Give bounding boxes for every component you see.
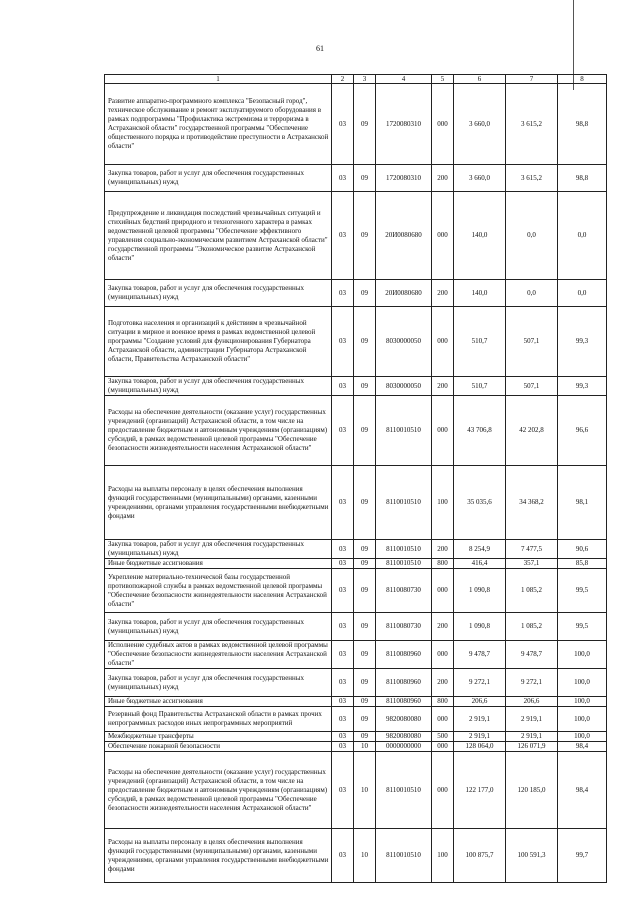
row-name-cell: Развитие аппаратно-программного комплекса "Безопасный город", техническое обслуживание и ремонт эксплуатируемого оборудования в рамках подпрограммы "Профилактика экстремизма и терроризма в Астраханской области" государственной программы "Обеспечение общественного порядка и противодействие преступности в Астраханской области" bbox=[105, 84, 332, 165]
row-name-cell: Иные бюджетные ассигнования bbox=[105, 559, 332, 569]
row-fact-cell: 126 071,9 bbox=[506, 742, 558, 752]
row-fact-cell: 42 202,8 bbox=[506, 396, 558, 466]
row-pct-cell: 100,0 bbox=[558, 641, 607, 669]
row-pct-cell: 98,1 bbox=[558, 466, 607, 540]
row-pr-cell: 09 bbox=[354, 540, 376, 559]
row-pct-cell: 98,4 bbox=[558, 752, 607, 829]
row-plan-cell: 416,4 bbox=[454, 559, 506, 569]
row-plan-cell: 122 177,0 bbox=[454, 752, 506, 829]
row-fact-cell: 0,0 bbox=[506, 192, 558, 280]
row-rz-cell: 03 bbox=[332, 377, 354, 396]
row-plan-cell: 1 090,8 bbox=[454, 613, 506, 641]
row-rz-cell: 03 bbox=[332, 559, 354, 569]
row-rz-cell: 03 bbox=[332, 466, 354, 540]
table-row bbox=[105, 752, 607, 829]
row-fact-cell: 3 615,2 bbox=[506, 84, 558, 165]
row-plan-cell: 2 919,1 bbox=[454, 707, 506, 732]
row-rz-cell: 03 bbox=[332, 280, 354, 307]
row-fact-cell: 357,1 bbox=[506, 559, 558, 569]
row-plan-cell: 9 478,7 bbox=[454, 641, 506, 669]
row-fact-cell: 507,1 bbox=[506, 377, 558, 396]
table-row bbox=[105, 707, 607, 732]
row-pr-cell: 09 bbox=[354, 569, 376, 613]
row-pct-cell: 100,0 bbox=[558, 707, 607, 732]
row-name-cell: Иные бюджетные ассигнования bbox=[105, 697, 332, 707]
row-pct-cell: 85,8 bbox=[558, 559, 607, 569]
row-fact-cell: 9 272,1 bbox=[506, 669, 558, 697]
row-vr-cell: 000 bbox=[432, 569, 454, 613]
header-cell: 2 bbox=[332, 75, 354, 84]
row-vr-cell: 200 bbox=[432, 377, 454, 396]
row-vr-cell: 000 bbox=[432, 742, 454, 752]
row-csr-cell: 8110080730 bbox=[376, 613, 432, 641]
row-vr-cell: 200 bbox=[432, 165, 454, 192]
row-name-cell: Укрепление материально-технической базы государственной противопожарной службы в рамках ведомственной целевой программы "Обеспечение безопасности жизнедеятельности населения Астраханской области" bbox=[105, 569, 332, 613]
row-vr-cell: 500 bbox=[432, 732, 454, 742]
row-plan-cell: 2 919,1 bbox=[454, 732, 506, 742]
row-pr-cell: 09 bbox=[354, 466, 376, 540]
row-rz-cell: 03 bbox=[332, 84, 354, 165]
row-pr-cell: 09 bbox=[354, 165, 376, 192]
row-pct-cell: 0,0 bbox=[558, 280, 607, 307]
row-fact-cell: 100 591,3 bbox=[506, 829, 558, 883]
row-name-cell: Межбюджетные трансферты bbox=[105, 732, 332, 742]
row-pr-cell: 09 bbox=[354, 641, 376, 669]
row-vr-cell: 000 bbox=[432, 396, 454, 466]
row-plan-cell: 128 064,0 bbox=[454, 742, 506, 752]
row-name-cell: Закупка товаров, работ и услуг для обеспечения государственных (муниципальных) нужд bbox=[105, 165, 332, 192]
row-fact-cell: 7 477,5 bbox=[506, 540, 558, 559]
row-pct-cell: 98,8 bbox=[558, 165, 607, 192]
row-vr-cell: 000 bbox=[432, 307, 454, 377]
row-name-cell: Резервный фонд Правительства Астраханской области в рамках прочих непрограммных расходов иных непрограммных мероприятий bbox=[105, 707, 332, 732]
row-rz-cell: 03 bbox=[332, 540, 354, 559]
row-name-cell: Расходы на обеспечение деятельности (оказание услуг) государственных учреждений (организаций) Астраханской области, в том числе на предоставление бюджетным и автономным учреждениям (организациям) субсидий, в рамках ведомственной целевой программы "Обеспечение безопасности жизнедеятельности населения Астраханской области" bbox=[105, 752, 332, 829]
table-header-row bbox=[105, 75, 607, 84]
table-row bbox=[105, 307, 607, 377]
table-row bbox=[105, 84, 607, 165]
table-row bbox=[105, 742, 607, 752]
row-rz-cell: 03 bbox=[332, 569, 354, 613]
row-csr-cell: 8110010510 bbox=[376, 829, 432, 883]
row-fact-cell: 2 919,1 bbox=[506, 707, 558, 732]
row-fact-cell: 1 085,2 bbox=[506, 613, 558, 641]
row-plan-cell: 140,0 bbox=[454, 192, 506, 280]
row-vr-cell: 200 bbox=[432, 669, 454, 697]
table-row bbox=[105, 641, 607, 669]
row-pct-cell: 90,6 bbox=[558, 540, 607, 559]
row-csr-cell: 0000000000 bbox=[376, 742, 432, 752]
row-pr-cell: 09 bbox=[354, 559, 376, 569]
row-fact-cell: 1 085,2 bbox=[506, 569, 558, 613]
table-row bbox=[105, 559, 607, 569]
row-vr-cell: 200 bbox=[432, 540, 454, 559]
row-vr-cell: 000 bbox=[432, 707, 454, 732]
row-csr-cell: 8110080730 bbox=[376, 569, 432, 613]
header-cell: 7 bbox=[506, 75, 558, 84]
row-pr-cell: 09 bbox=[354, 396, 376, 466]
row-name-cell: Закупка товаров, работ и услуг для обеспечения государственных (муниципальных) нужд bbox=[105, 377, 332, 396]
row-csr-cell: 1720080310 bbox=[376, 84, 432, 165]
row-plan-cell: 8 254,9 bbox=[454, 540, 506, 559]
row-vr-cell: 800 bbox=[432, 697, 454, 707]
row-rz-cell: 03 bbox=[332, 192, 354, 280]
row-vr-cell: 100 bbox=[432, 829, 454, 883]
row-name-cell: Закупка товаров, работ и услуг для обеспечения государственных (муниципальных) нужд bbox=[105, 669, 332, 697]
row-rz-cell: 03 bbox=[332, 307, 354, 377]
row-name-cell: Закупка товаров, работ и услуг для обеспечения государственных (муниципальных) нужд bbox=[105, 613, 332, 641]
row-pct-cell: 0,0 bbox=[558, 192, 607, 280]
row-plan-cell: 43 706,8 bbox=[454, 396, 506, 466]
row-pr-cell: 09 bbox=[354, 192, 376, 280]
row-rz-cell: 03 bbox=[332, 641, 354, 669]
row-rz-cell: 03 bbox=[332, 752, 354, 829]
header-cell: 4 bbox=[376, 75, 432, 84]
row-csr-cell: 8110080960 bbox=[376, 697, 432, 707]
row-plan-cell: 3 660,0 bbox=[454, 84, 506, 165]
row-pr-cell: 09 bbox=[354, 84, 376, 165]
row-vr-cell: 200 bbox=[432, 613, 454, 641]
row-vr-cell: 000 bbox=[432, 192, 454, 280]
row-csr-cell: 8030000050 bbox=[376, 377, 432, 396]
row-csr-cell: 9820080080 bbox=[376, 732, 432, 742]
row-pct-cell: 98,8 bbox=[558, 84, 607, 165]
table-row bbox=[105, 732, 607, 742]
row-vr-cell: 800 bbox=[432, 559, 454, 569]
row-vr-cell: 000 bbox=[432, 84, 454, 165]
row-csr-cell: 8110010510 bbox=[376, 466, 432, 540]
row-csr-cell: 8030000050 bbox=[376, 307, 432, 377]
row-plan-cell: 140,0 bbox=[454, 280, 506, 307]
row-pct-cell: 99,5 bbox=[558, 569, 607, 613]
row-plan-cell: 510,7 bbox=[454, 307, 506, 377]
row-csr-cell: 8110080960 bbox=[376, 669, 432, 697]
row-vr-cell: 100 bbox=[432, 466, 454, 540]
row-csr-cell: 9820080080 bbox=[376, 707, 432, 732]
row-fact-cell: 507,1 bbox=[506, 307, 558, 377]
row-pr-cell: 09 bbox=[354, 707, 376, 732]
row-name-cell: Закупка товаров, работ и услуг для обеспечения государственных (муниципальных) нужд bbox=[105, 280, 332, 307]
table-row bbox=[105, 829, 607, 883]
table-row bbox=[105, 377, 607, 396]
row-rz-cell: 03 bbox=[332, 396, 354, 466]
row-plan-cell: 510,7 bbox=[454, 377, 506, 396]
row-pct-cell: 100,0 bbox=[558, 697, 607, 707]
row-name-cell: Подготовка населения и организаций к действиям в чрезвычайной ситуации в мирное и военное время в рамках ведомственной целевой программы "Создание условий для функционирования Губернатора Астраханской области, администрации Губернатора Астраханской области, Правительства Астраханской области" bbox=[105, 307, 332, 377]
row-plan-cell: 100 875,7 bbox=[454, 829, 506, 883]
row-csr-cell: 8110010510 bbox=[376, 752, 432, 829]
row-vr-cell: 200 bbox=[432, 280, 454, 307]
row-rz-cell: 03 bbox=[332, 613, 354, 641]
page-number: 61 bbox=[316, 44, 324, 53]
row-pr-cell: 09 bbox=[354, 280, 376, 307]
row-name-cell: Исполнение судебных актов в рамках ведомственной целевой программы "Обеспечение безопасности жизнедеятельности населения Астраханской области" bbox=[105, 641, 332, 669]
row-rz-cell: 03 bbox=[332, 669, 354, 697]
row-vr-cell: 000 bbox=[432, 752, 454, 829]
row-rz-cell: 03 bbox=[332, 707, 354, 732]
row-pr-cell: 09 bbox=[354, 697, 376, 707]
row-plan-cell: 3 660,0 bbox=[454, 165, 506, 192]
row-pr-cell: 09 bbox=[354, 669, 376, 697]
row-name-cell: Обеспечение пожарной безопасности bbox=[105, 742, 332, 752]
row-vr-cell: 000 bbox=[432, 641, 454, 669]
row-fact-cell: 206,6 bbox=[506, 697, 558, 707]
row-name-cell: Закупка товаров, работ и услуг для обеспечения государственных (муниципальных) нужд bbox=[105, 540, 332, 559]
row-plan-cell: 35 035,6 bbox=[454, 466, 506, 540]
row-csr-cell: 8110010510 bbox=[376, 540, 432, 559]
row-fact-cell: 2 919,1 bbox=[506, 732, 558, 742]
row-rz-cell: 03 bbox=[332, 165, 354, 192]
table-row bbox=[105, 396, 607, 466]
header-cell: 8 bbox=[558, 75, 607, 84]
row-pct-cell: 100,0 bbox=[558, 669, 607, 697]
row-pr-cell: 10 bbox=[354, 829, 376, 883]
row-pr-cell: 09 bbox=[354, 732, 376, 742]
row-fact-cell: 0,0 bbox=[506, 280, 558, 307]
table-row bbox=[105, 569, 607, 613]
row-pct-cell: 98,4 bbox=[558, 742, 607, 752]
table-row bbox=[105, 466, 607, 540]
row-pct-cell: 99,3 bbox=[558, 307, 607, 377]
row-name-cell: Расходы на выплаты персоналу в целях обеспечения выполнения функций государственными (муниципальными) органами, казенными учреждениями, органами управления государственными внебюджетными фондами bbox=[105, 829, 332, 883]
row-csr-cell: 1720080310 bbox=[376, 165, 432, 192]
table-row bbox=[105, 669, 607, 697]
row-pr-cell: 09 bbox=[354, 613, 376, 641]
row-pct-cell: 99,5 bbox=[558, 613, 607, 641]
header-cell: 1 bbox=[105, 75, 332, 84]
row-pr-cell: 09 bbox=[354, 377, 376, 396]
row-rz-cell: 03 bbox=[332, 697, 354, 707]
table-row bbox=[105, 540, 607, 559]
row-csr-cell: 8110010510 bbox=[376, 396, 432, 466]
header-cell: 6 bbox=[454, 75, 506, 84]
row-pct-cell: 96,6 bbox=[558, 396, 607, 466]
row-fact-cell: 3 615,2 bbox=[506, 165, 558, 192]
table-row bbox=[105, 165, 607, 192]
row-name-cell: Предупреждение и ликвидация последствий чрезвычайных ситуаций и стихийных бедствий природного и техногенного характера в рамках ведомственной целевой программы "Обеспечение эффективного управления социально-экономическим развитием Астраханской области" государственной программы "Экономическое развитие Астраханской области" bbox=[105, 192, 332, 280]
row-csr-cell: 20И0080680 bbox=[376, 280, 432, 307]
row-fact-cell: 9 478,7 bbox=[506, 641, 558, 669]
header-cell: 3 bbox=[354, 75, 376, 84]
row-pr-cell: 10 bbox=[354, 742, 376, 752]
header-cell: 5 bbox=[432, 75, 454, 84]
row-rz-cell: 03 bbox=[332, 829, 354, 883]
table-row bbox=[105, 697, 607, 707]
table-row bbox=[105, 280, 607, 307]
row-pr-cell: 10 bbox=[354, 752, 376, 829]
row-fact-cell: 34 368,2 bbox=[506, 466, 558, 540]
row-pr-cell: 09 bbox=[354, 307, 376, 377]
row-rz-cell: 03 bbox=[332, 732, 354, 742]
row-rz-cell: 03 bbox=[332, 742, 354, 752]
row-name-cell: Расходы на выплаты персоналу в целях обеспечения выполнения функций государственными (муниципальными) органами, казенными учреждениями, органами управления государственными внебюджетными фондами bbox=[105, 466, 332, 540]
table-row bbox=[105, 192, 607, 280]
row-plan-cell: 1 090,8 bbox=[454, 569, 506, 613]
row-pct-cell: 99,3 bbox=[558, 377, 607, 396]
row-csr-cell: 8110080960 bbox=[376, 641, 432, 669]
row-plan-cell: 9 272,1 bbox=[454, 669, 506, 697]
row-name-cell: Расходы на обеспечение деятельности (оказание услуг) государственных учреждений (организаций) Астраханской области, в том числе на предоставление бюджетным и автономным учреждениям (организациям) субсидий, в рамках ведомственной целевой программы "Обеспечение безопасности жизнедеятельности населения Астраханской области" bbox=[105, 396, 332, 466]
row-plan-cell: 206,6 bbox=[454, 697, 506, 707]
budget-table bbox=[104, 74, 607, 883]
table-row bbox=[105, 613, 607, 641]
row-csr-cell: 8110010510 bbox=[376, 559, 432, 569]
row-csr-cell: 20И0080680 bbox=[376, 192, 432, 280]
row-pct-cell: 100,0 bbox=[558, 732, 607, 742]
row-pct-cell: 99,7 bbox=[558, 829, 607, 883]
row-fact-cell: 120 185,0 bbox=[506, 752, 558, 829]
